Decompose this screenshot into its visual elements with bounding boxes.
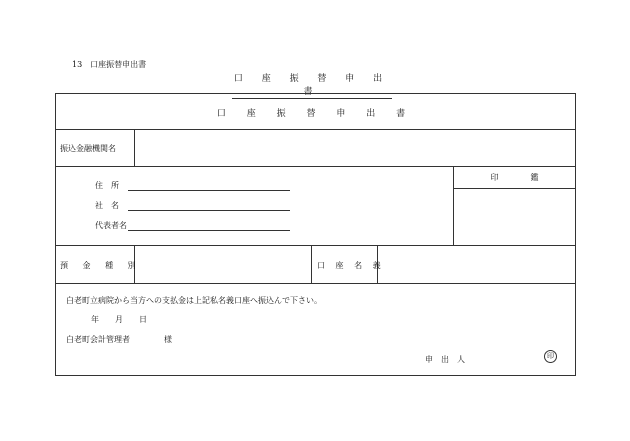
stamp-char: 印 <box>547 352 554 360</box>
divider-line <box>311 245 312 283</box>
address-field[interactable] <box>128 190 290 191</box>
seal-label: 印 鑑 <box>490 173 539 182</box>
divider-line <box>55 283 576 284</box>
bank-label: 振込金融機関名 <box>60 144 116 153</box>
deposit-type-label: 預 金 種 別 <box>60 261 142 270</box>
applicant-label: 申 出 人 <box>425 355 465 364</box>
representative-label: 代表者名 <box>95 221 127 230</box>
form-number: 13 口座振替申出書 <box>72 60 147 69</box>
addressee: 白老町会計管理者 <box>66 335 130 344</box>
divider-line <box>55 166 576 167</box>
date-text: 年 月 日 <box>91 315 147 324</box>
document-title: 口 座 振 替 申 出 書 <box>232 71 392 99</box>
account-name-label: 口 座 名 義 <box>317 261 385 270</box>
request-text: 白老町立病院から当方への支払金は上記私名義口座へ振込んで下さい。 <box>66 296 322 305</box>
representative-field[interactable] <box>128 230 290 231</box>
address-label: 住 所 <box>95 181 119 190</box>
honorific: 様 <box>164 335 172 344</box>
seal-box[interactable] <box>454 189 575 244</box>
company-field[interactable] <box>128 210 290 211</box>
company-label: 社 名 <box>95 201 119 210</box>
bank-name-field[interactable] <box>135 130 575 165</box>
stamp-icon <box>544 350 557 363</box>
form-inner-title: 口 座 振 替 申 出 書 <box>216 109 415 119</box>
account-name-field[interactable] <box>378 246 575 282</box>
deposit-type-field[interactable] <box>135 246 310 282</box>
